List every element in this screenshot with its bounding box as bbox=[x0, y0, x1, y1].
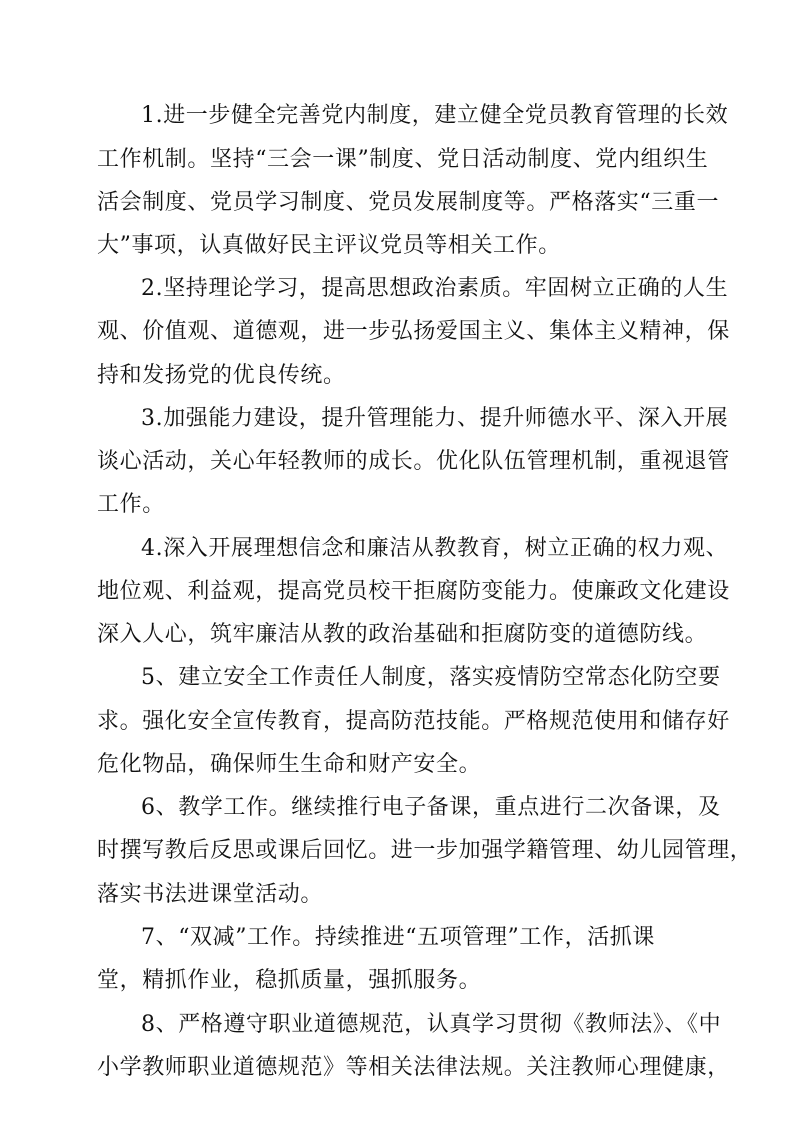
paragraph-3-line-3: 工作。 bbox=[97, 492, 165, 517]
paragraph-8-line-1: 8、严格遵守职业道德规范，认真学习贯彻《教师法》、《中 bbox=[141, 1012, 722, 1037]
paragraph-7-line-2: 堂，精抓作业，稳抓质量，强抓服务。 bbox=[97, 968, 482, 993]
paragraph-2-line-3: 持和发扬党的优良传统。 bbox=[97, 363, 346, 388]
paragraph-5-line-3: 危化物品，确保师生生命和财产安全。 bbox=[97, 752, 482, 777]
paragraph-5-line-1: 5、建立安全工作责任人制度，落实疫情防空常态化防空要 bbox=[141, 665, 721, 690]
paragraph-4-line-1: 4.深入开展理想信念和廉洁从教教育，树立正确的权力观、 bbox=[141, 536, 729, 561]
paragraph-1-line-1: 1.进一步健全完善党内制度，建立健全党员教育管理的长效 bbox=[141, 103, 729, 128]
paragraph-3-line-1: 3.加强能力建设，提升管理能力、提升师德水平、深入开展 bbox=[141, 406, 729, 431]
paragraph-8-line-2: 小学教师职业道德规范》等相关法律法规。关注教师心理健康， bbox=[97, 1055, 730, 1080]
paragraph-3-line-2: 谈心活动，关心年轻教师的成长。优化队伍管理机制，重视退管 bbox=[97, 449, 730, 474]
paragraph-7-line-1: 7、“双减”工作。持续推进“五项管理”工作，活抓课 bbox=[141, 925, 655, 950]
paragraph-6-line-1: 6、教学工作。继续推行电子备课，重点进行二次备课，及 bbox=[141, 795, 721, 820]
paragraph-2-line-1: 2.坚持理论学习，提高思想政治素质。牢固树立正确的人生 bbox=[141, 276, 729, 301]
paragraph-4-line-3: 深入人心，筑牢廉洁从教的政治基础和拒腐防变的道德防线。 bbox=[97, 622, 708, 647]
paragraph-2-line-2: 观、价值观、道德观，进一步弘扬爱国主义、集体主义精神，保 bbox=[97, 319, 730, 344]
paragraph-1-line-3: 活会制度、党员学习制度、党员发展制度等。严格落实“三重一 bbox=[97, 190, 720, 215]
paragraph-6-line-2: 时撰写教后反思或课后回忆。进一步加强学籍管理、幼儿园管理， bbox=[97, 838, 753, 863]
paragraph-1-line-2: 工作机制。坚持“三会一课”制度、党日活动制度、党内组织生 bbox=[97, 147, 709, 172]
paragraph-1-line-4: 大”事项，认真做好民主评议党员等相关工作。 bbox=[97, 233, 561, 258]
paragraph-5-line-2: 求。强化安全宣传教育，提高防范技能。严格规范使用和储存好 bbox=[97, 709, 730, 734]
paragraph-4-line-2: 地位观、利益观，提高党员校干拒腐防变能力。使廉政文化建设 bbox=[97, 579, 730, 604]
paragraph-6-line-3: 落实书法进课堂活动。 bbox=[97, 882, 324, 907]
